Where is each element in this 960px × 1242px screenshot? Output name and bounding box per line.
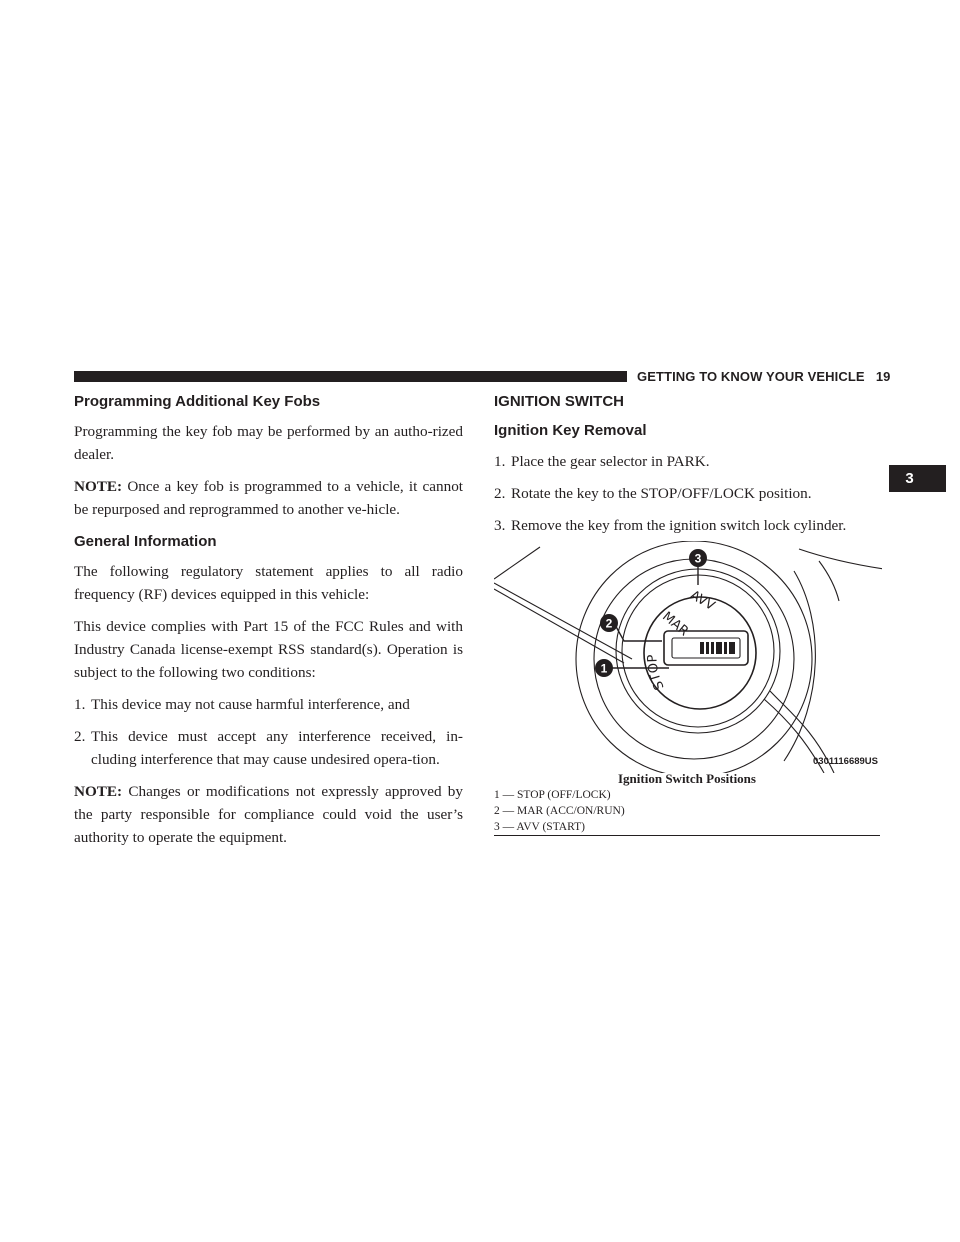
figure-caption: Ignition Switch Positions <box>618 771 756 786</box>
general-note <box>74 780 463 849</box>
running-header <box>637 369 897 385</box>
legend-item: 3 — AVV (START) <box>494 821 585 833</box>
note-text: Once a key fob is programmed to a vehicle, it cannot be repurposed and reprogrammed to another ve-hicle. <box>74 478 464 518</box>
legend-item: 2 — MAR (ACC/ON/RUN) <box>494 805 625 817</box>
list-item: 1. Place the gear selector in PARK. <box>494 453 710 470</box>
ring-label-mar: MAR <box>659 609 692 640</box>
heading-ignition-key-removal: Ignition Key Removal <box>494 422 647 439</box>
svg-text:3: 3 <box>694 551 702 566</box>
ring-label-stop: STOP <box>645 654 668 692</box>
heading-general-information: General Information <box>74 533 217 550</box>
section-title: GETTING TO KNOW YOUR VEHICLE <box>637 369 865 384</box>
note-label: NOTE: <box>74 478 123 495</box>
list-item: 2. Rotate the key to the STOP/OFF/LOCK position. <box>494 485 812 502</box>
heading-ignition-switch: IGNITION SWITCH <box>494 393 624 410</box>
callout-1 <box>595 659 613 677</box>
general-paragraph-2: This device complies with Part 15 of the FCC Rules and with Industry Canada license-exempt RSS standard(s). Operation is subject to the following two conditions: <box>74 618 463 681</box>
ignition-switch-figure <box>494 541 882 773</box>
heading-programming-key-fobs: Programming Additional Key Fobs <box>74 393 321 410</box>
note-label: NOTE: <box>74 783 123 800</box>
note-text: Changes or modifications not expressly approved by the party responsible for compliance could void the user’s authority to operate the equipment. <box>74 783 463 846</box>
list-item: 1. This device may not cause harmful interference, and <box>74 696 410 713</box>
svg-text:1: 1 <box>600 661 608 676</box>
programming-paragraph: Programming the key fob may be performed by an autho-rized dealer. <box>74 423 463 463</box>
svg-text:2: 2 <box>605 616 613 631</box>
right-column <box>494 392 882 537</box>
list-item: 3. Remove the key from the ignition switch lock cylinder. <box>494 517 847 534</box>
figure-code: 0301116689US <box>813 756 878 767</box>
list-item: 2. This device must accept any interference received, in-cluding interference that may cause undesired opera-tion. <box>74 728 463 768</box>
legend-item: 1 — STOP (OFF/LOCK) <box>494 789 611 801</box>
ignition-switch-illustration <box>494 541 882 773</box>
caption-rule <box>494 835 880 836</box>
callout-2 <box>600 614 618 632</box>
callout-3 <box>689 549 707 567</box>
chapter-tab: 3 <box>889 465 946 492</box>
left-column <box>74 392 463 849</box>
ring-label-avv: AVV <box>687 587 718 614</box>
header-rule <box>74 371 627 382</box>
programming-note <box>74 475 463 521</box>
page-number: 19 <box>875 369 891 384</box>
general-paragraph-1: The following regulatory statement applies to all radio frequency (RF) devices equipped in this vehicle: <box>74 563 463 603</box>
